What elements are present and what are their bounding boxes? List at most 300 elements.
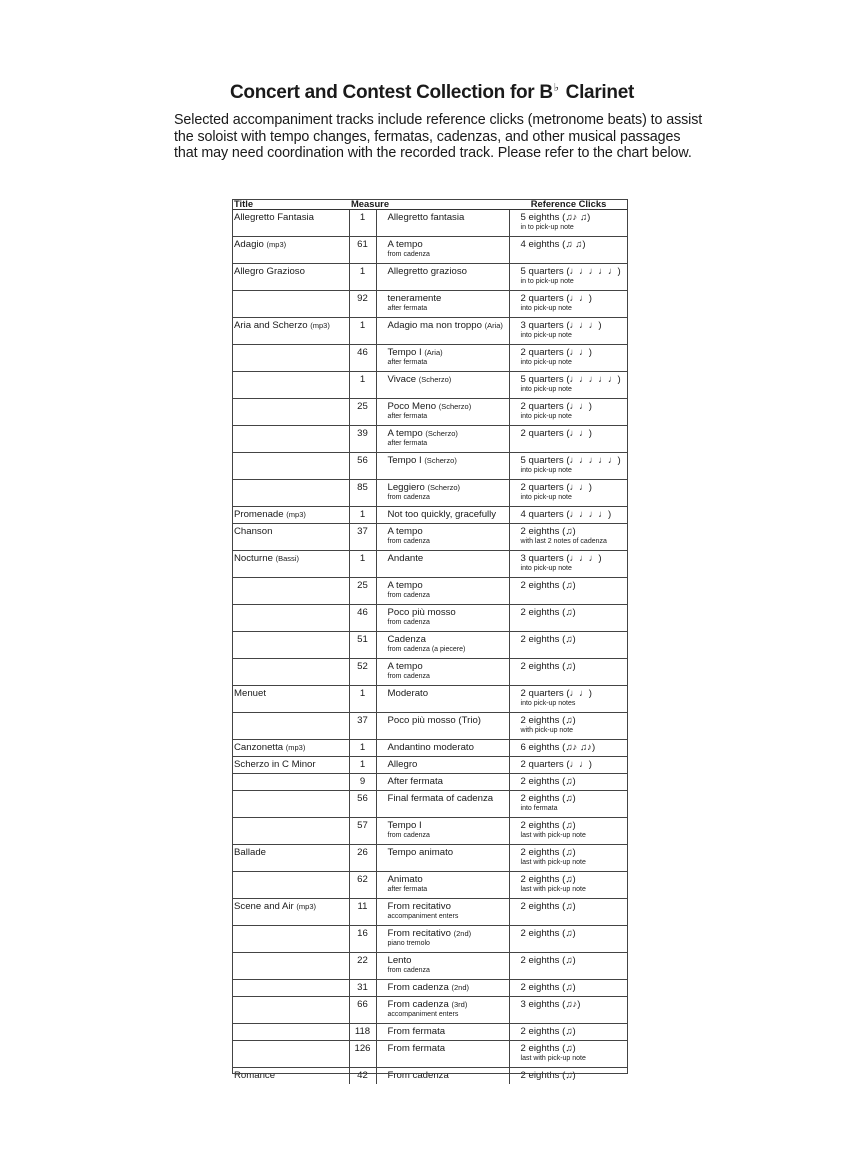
measure-number: 1 — [349, 210, 376, 237]
passage-note: (Scherzo) — [427, 483, 461, 492]
piece-title: Ballade — [234, 847, 267, 858]
table-row — [232, 551, 628, 578]
reference-clicks-note: into pick-up note — [520, 565, 572, 572]
measure-number: 66 — [349, 997, 376, 1024]
page-title — [0, 81, 864, 104]
measure-number: 92 — [349, 291, 376, 318]
table-row — [232, 237, 628, 264]
piece-title: Menuet — [234, 688, 266, 699]
piece-title-cell — [232, 318, 349, 345]
passage-cell — [376, 426, 509, 453]
measure-number: 1 — [349, 507, 376, 524]
passage-cell — [376, 997, 509, 1024]
measure-number: 126 — [349, 1041, 376, 1068]
passage-cell — [376, 524, 509, 551]
reference-clicks-note: into pick-up note — [520, 332, 572, 339]
reference-clicks-table — [232, 199, 628, 1084]
table-row — [232, 740, 628, 757]
reference-clicks: 2 eighths (♫) — [520, 715, 576, 726]
reference-clicks-note: into pick-up note — [520, 413, 572, 420]
passage-cell — [376, 264, 509, 291]
passage-marking: From cadenza — [387, 999, 449, 1010]
reference-clicks-note: into pick-up note — [520, 359, 572, 366]
piece-title-cell — [232, 953, 349, 980]
passage-context: from cadenza — [387, 494, 430, 501]
passage-marking: Moderato — [387, 688, 429, 699]
reference-clicks-cell — [509, 997, 628, 1024]
reference-clicks-cell — [509, 818, 628, 845]
passage-marking: From cadenza — [387, 1070, 449, 1081]
passage-context: from cadenza (a piecere) — [387, 646, 466, 653]
passage-cell — [376, 659, 509, 686]
reference-clicks-cell — [509, 1041, 628, 1068]
piece-title-cell — [232, 997, 349, 1024]
passage-marking: Animato — [387, 874, 423, 885]
header-reference-clicks: Reference Clicks — [509, 199, 628, 210]
reference-clicks-cell — [509, 713, 628, 740]
reference-clicks-note: with pick-up note — [520, 727, 574, 734]
reference-clicks: 2 quarters (♩♩) — [520, 293, 592, 304]
piece-title-cell — [232, 237, 349, 264]
piece-title: Chanson — [234, 526, 273, 537]
measure-number: 1 — [349, 372, 376, 399]
reference-clicks-cell — [509, 774, 628, 791]
table-row — [232, 605, 628, 632]
reference-clicks-cell — [509, 210, 628, 237]
measure-number: 25 — [349, 578, 376, 605]
passage-context: accompaniment enters — [387, 913, 459, 920]
measure-number: 1 — [349, 686, 376, 713]
reference-clicks-note: in to pick-up note — [520, 278, 574, 285]
reference-clicks-cell — [509, 791, 628, 818]
piece-title-cell — [232, 480, 349, 507]
passage-marking: Allegretto fantasia — [387, 212, 465, 223]
passage-marking: Cadenza — [387, 634, 426, 645]
passage-cell — [376, 210, 509, 237]
reference-clicks: 2 eighths (♫) — [520, 820, 576, 831]
passage-marking: Tempo I — [387, 455, 422, 466]
measure-number: 46 — [349, 605, 376, 632]
reference-clicks-cell — [509, 1024, 628, 1041]
passage-marking: teneramente — [387, 293, 442, 304]
reference-clicks: 2 eighths (♫) — [520, 1043, 576, 1054]
title-instrument: Clarinet — [560, 81, 634, 103]
reference-clicks-note: into pick-up note — [520, 494, 572, 501]
table-row — [232, 399, 628, 426]
reference-clicks-cell — [509, 926, 628, 953]
table-row — [232, 1024, 628, 1041]
passage-cell — [376, 372, 509, 399]
passage-cell — [376, 578, 509, 605]
table-row — [232, 1068, 628, 1085]
passage-marking: A tempo — [387, 428, 423, 439]
passage-marking: From cadenza — [387, 982, 449, 993]
reference-clicks: 2 eighths (♫) — [520, 776, 576, 787]
piece-title-cell — [232, 507, 349, 524]
passage-context: after fermata — [387, 440, 428, 447]
table-row — [232, 980, 628, 997]
table-row — [232, 953, 628, 980]
passage-cell — [376, 291, 509, 318]
piece-note: (mp3) — [285, 743, 306, 752]
passage-context: accompaniment enters — [387, 1011, 459, 1018]
piece-title-cell — [232, 818, 349, 845]
reference-clicks: 2 eighths (♫) — [520, 634, 576, 645]
reference-clicks: 2 quarters (♩♩) — [520, 347, 592, 358]
passage-marking: Not too quickly, gracefully — [387, 509, 497, 520]
piece-title-cell — [232, 210, 349, 237]
passage-marking: After fermata — [387, 776, 443, 787]
table-row — [232, 659, 628, 686]
measure-number: 1 — [349, 551, 376, 578]
reference-clicks-cell — [509, 980, 628, 997]
passage-marking: A tempo — [387, 580, 423, 591]
measure-number: 11 — [349, 899, 376, 926]
passage-marking: A tempo — [387, 661, 423, 672]
title-text: Concert and Contest Collection for B — [230, 81, 553, 103]
reference-clicks-note: last with pick-up note — [520, 886, 586, 893]
passage-cell — [376, 345, 509, 372]
piece-title-cell — [232, 791, 349, 818]
reference-clicks-cell — [509, 632, 628, 659]
measure-number: 1 — [349, 264, 376, 291]
reference-clicks: 2 quarters (♩♩) — [520, 759, 592, 770]
header-measure: Measure — [349, 199, 509, 210]
piece-title-cell — [232, 1024, 349, 1041]
measure-number: 1 — [349, 318, 376, 345]
reference-clicks-note: in to pick-up note — [520, 224, 574, 231]
table-row — [232, 791, 628, 818]
table-row — [232, 774, 628, 791]
piece-title: Allegro Grazioso — [234, 266, 305, 277]
passage-context: from cadenza — [387, 251, 430, 258]
passage-cell — [376, 872, 509, 899]
passage-context: from cadenza — [387, 673, 430, 680]
passage-cell — [376, 845, 509, 872]
measure-number: 16 — [349, 926, 376, 953]
piece-note: (mp3) — [310, 321, 330, 330]
measure-number: 1 — [349, 740, 376, 757]
reference-clicks: 2 quarters (♩♩) — [520, 482, 592, 493]
passage-context: from cadenza — [387, 832, 430, 839]
reference-clicks-cell — [509, 686, 628, 713]
table-row — [232, 926, 628, 953]
table-row — [232, 453, 628, 480]
passage-cell — [376, 740, 509, 757]
reference-clicks: 2 eighths (♫) — [520, 1026, 576, 1037]
table-row — [232, 1041, 628, 1068]
reference-clicks: 2 quarters (♩♩) — [520, 428, 592, 439]
reference-clicks: 2 eighths (♫) — [520, 982, 576, 993]
reference-clicks-note: last with pick-up note — [520, 1055, 586, 1062]
reference-clicks: 2 eighths (♫) — [520, 793, 576, 804]
table-row — [232, 264, 628, 291]
passage-cell — [376, 551, 509, 578]
measure-number: 56 — [349, 453, 376, 480]
table-body — [232, 210, 628, 1085]
table-row — [232, 818, 628, 845]
reference-clicks: 3 quarters (♩♩♩) — [520, 553, 602, 564]
piece-note: (mp3) — [266, 240, 287, 249]
table-row — [232, 291, 628, 318]
reference-clicks-cell — [509, 399, 628, 426]
piece-title-cell — [232, 845, 349, 872]
measure-number: 37 — [349, 713, 376, 740]
reference-clicks: 2 eighths (♫) — [520, 607, 576, 618]
reference-clicks: 2 eighths (♫) — [520, 526, 576, 537]
passage-marking: Tempo I — [387, 820, 422, 831]
passage-marking: Vivace — [387, 374, 417, 385]
piece-title-cell — [232, 578, 349, 605]
passage-marking: Allegretto grazioso — [387, 266, 467, 277]
piece-title-cell — [232, 740, 349, 757]
piece-note: (Bassi) — [275, 554, 299, 563]
passage-marking: Andantino moderato — [387, 742, 474, 753]
passage-cell — [376, 791, 509, 818]
passage-context: from cadenza — [387, 619, 430, 626]
reference-clicks-cell — [509, 659, 628, 686]
passage-marking: Final fermata of cadenza — [387, 793, 494, 804]
reference-clicks-note: into pick-up note — [520, 386, 572, 393]
measure-number: 62 — [349, 872, 376, 899]
piece-title: Adagio — [234, 239, 264, 250]
reference-clicks-cell — [509, 291, 628, 318]
reference-clicks-cell — [509, 605, 628, 632]
piece-title-cell — [232, 632, 349, 659]
table-row — [232, 480, 628, 507]
reference-clicks: 5 quarters (♩♩♩♩♩) — [520, 455, 621, 466]
table-row — [232, 899, 628, 926]
flat-symbol: ♭ — [553, 80, 559, 94]
reference-clicks: 2 eighths (♫) — [520, 847, 576, 858]
reference-clicks-note: into pick-up note — [520, 467, 572, 474]
table-row — [232, 318, 628, 345]
passage-cell — [376, 926, 509, 953]
reference-clicks: 5 quarters (♩♩♩♩♩) — [520, 374, 621, 385]
reference-clicks: 2 eighths (♫) — [520, 901, 576, 912]
piece-title-cell — [232, 524, 349, 551]
piece-title-cell — [232, 926, 349, 953]
passage-note: (2nd) — [453, 929, 472, 938]
measure-number: 39 — [349, 426, 376, 453]
passage-cell — [376, 818, 509, 845]
passage-context: after fermata — [387, 359, 428, 366]
reference-clicks-cell — [509, 345, 628, 372]
passage-cell — [376, 1068, 509, 1085]
piece-title: Scherzo in C Minor — [234, 759, 316, 770]
piece-title: Nocturne — [234, 553, 273, 564]
passage-cell — [376, 899, 509, 926]
intro-paragraph: Selected accompaniment tracks include reference clicks (metronome beats) to assist the soloist with tempo changes, fermatas, cadenzas, and other musical passages that may need coordination with the recorded track. Please refer to the chart below. — [174, 112, 703, 161]
table-row — [232, 210, 628, 237]
reference-clicks-cell — [509, 426, 628, 453]
piece-title-cell — [232, 345, 349, 372]
passage-marking: Allegro — [387, 759, 418, 770]
passage-cell — [376, 632, 509, 659]
reference-clicks: 2 quarters (♩♩) — [520, 688, 592, 699]
piece-title-cell — [232, 1041, 349, 1068]
passage-note: (Scherzo) — [425, 429, 458, 438]
table-row — [232, 997, 628, 1024]
piece-title-cell — [232, 980, 349, 997]
piece-title-cell — [232, 264, 349, 291]
reference-clicks: 4 quarters (♩♩♩♩) — [520, 509, 612, 520]
piece-title-cell — [232, 757, 349, 774]
passage-note: (Aria) — [424, 348, 443, 357]
passage-marking: Poco più mosso (Trio) — [387, 715, 481, 726]
passage-cell — [376, 774, 509, 791]
reference-clicks-note: into pick-up note — [520, 305, 572, 312]
piece-title-cell — [232, 551, 349, 578]
measure-number: 57 — [349, 818, 376, 845]
table-row — [232, 872, 628, 899]
passage-cell — [376, 757, 509, 774]
piece-title-cell — [232, 372, 349, 399]
piece-title-cell — [232, 453, 349, 480]
reference-clicks-cell — [509, 507, 628, 524]
reference-clicks-note: last with pick-up note — [520, 859, 586, 866]
reference-clicks-cell — [509, 1068, 628, 1085]
passage-cell — [376, 713, 509, 740]
passage-note: (Scherzo) — [418, 375, 452, 384]
piece-title-cell — [232, 426, 349, 453]
table-row — [232, 632, 628, 659]
passage-cell — [376, 686, 509, 713]
reference-clicks: 2 eighths (♫) — [520, 580, 576, 591]
reference-clicks: 2 eighths (♫) — [520, 928, 576, 939]
passage-context: after fermata — [387, 886, 428, 893]
header-title: Title — [232, 199, 349, 210]
table-row — [232, 757, 628, 774]
passage-context: piano tremolo — [387, 940, 430, 947]
passage-marking: Poco Meno — [387, 401, 437, 412]
reference-clicks: 3 eighths (♫♪) — [520, 999, 581, 1010]
reference-clicks: 5 quarters (♩♩♩♩♩) — [520, 266, 621, 277]
measure-number: 26 — [349, 845, 376, 872]
passage-context: from cadenza — [387, 538, 430, 545]
passage-marking: From recitativo — [387, 928, 451, 939]
reference-clicks-cell — [509, 845, 628, 872]
passage-cell — [376, 1041, 509, 1068]
reference-clicks-cell — [509, 264, 628, 291]
table-row — [232, 845, 628, 872]
passage-marking: Tempo animato — [387, 847, 454, 858]
table-row — [232, 686, 628, 713]
reference-clicks-cell — [509, 372, 628, 399]
measure-number: 56 — [349, 791, 376, 818]
piece-title: Canzonetta — [234, 742, 284, 753]
reference-clicks-cell — [509, 578, 628, 605]
piece-title: Scene and Air — [234, 901, 294, 912]
passage-cell — [376, 953, 509, 980]
passage-context: from cadenza — [387, 592, 430, 599]
piece-title-cell — [232, 291, 349, 318]
passage-marking: Lento — [387, 955, 412, 966]
reference-clicks-cell — [509, 318, 628, 345]
measure-number: 61 — [349, 237, 376, 264]
passage-marking: Adagio ma non troppo — [387, 320, 482, 331]
passage-cell — [376, 399, 509, 426]
piece-title-cell — [232, 686, 349, 713]
piece-title: Allegretto Fantasia — [234, 212, 314, 223]
measure-number: 31 — [349, 980, 376, 997]
passage-cell — [376, 507, 509, 524]
piece-title-cell — [232, 659, 349, 686]
passage-note: (2nd) — [451, 983, 470, 992]
reference-clicks: 2 eighths (♫) — [520, 955, 576, 966]
passage-marking: From fermata — [387, 1043, 446, 1054]
passage-marking: Poco più mosso — [387, 607, 456, 618]
reference-clicks-cell — [509, 480, 628, 507]
table-row — [232, 372, 628, 399]
piece-title-cell — [232, 399, 349, 426]
piece-title-cell — [232, 899, 349, 926]
reference-clicks-cell — [509, 740, 628, 757]
passage-note: (Scherzo) — [438, 402, 472, 411]
measure-number: 42 — [349, 1068, 376, 1085]
reference-clicks-cell — [509, 524, 628, 551]
piece-note: (mp3) — [286, 510, 306, 519]
passage-marking: Tempo I — [387, 347, 422, 358]
measure-number: 22 — [349, 953, 376, 980]
piece-title-cell — [232, 605, 349, 632]
piece-title: Aria and Scherzo — [234, 320, 308, 331]
piece-title-cell — [232, 774, 349, 791]
passage-context: from cadenza — [387, 967, 430, 974]
measure-number: 52 — [349, 659, 376, 686]
reference-clicks-note: last with pick-up note — [520, 832, 586, 839]
table-header-row — [232, 199, 628, 210]
reference-clicks: 2 eighths (♫) — [520, 661, 576, 672]
reference-clicks: 6 eighths (♫♪ ♫♪) — [520, 742, 596, 753]
measure-number: 9 — [349, 774, 376, 791]
passage-context: after fermata — [387, 305, 428, 312]
passage-marking: From fermata — [387, 1026, 446, 1037]
passage-cell — [376, 237, 509, 264]
passage-marking: Andante — [387, 553, 424, 564]
passage-note: (3rd) — [451, 1000, 468, 1009]
reference-clicks-cell — [509, 872, 628, 899]
piece-title-cell — [232, 872, 349, 899]
passage-marking: A tempo — [387, 239, 423, 250]
passage-cell — [376, 1024, 509, 1041]
piece-note: (mp3) — [296, 902, 317, 911]
table-row — [232, 426, 628, 453]
passage-cell — [376, 980, 509, 997]
reference-clicks: 2 eighths (♫) — [520, 1070, 576, 1081]
passage-cell — [376, 453, 509, 480]
passage-context: after fermata — [387, 413, 428, 420]
passage-marking: From recitativo — [387, 901, 451, 912]
reference-clicks-cell — [509, 551, 628, 578]
passage-cell — [376, 318, 509, 345]
piece-title-cell — [232, 713, 349, 740]
table-row — [232, 345, 628, 372]
piece-title: Romance — [234, 1070, 276, 1081]
reference-clicks: 3 quarters (♩♩♩) — [520, 320, 602, 331]
reference-clicks: 5 eighths (♫♪ ♫) — [520, 212, 591, 223]
reference-clicks: 2 eighths (♫) — [520, 874, 576, 885]
reference-clicks-cell — [509, 453, 628, 480]
passage-note: (Scherzo) — [424, 456, 457, 465]
reference-clicks-cell — [509, 237, 628, 264]
measure-number: 118 — [349, 1024, 376, 1041]
measure-number: 37 — [349, 524, 376, 551]
measure-number: 85 — [349, 480, 376, 507]
reference-clicks-note: with last 2 notes of cadenza — [520, 538, 607, 545]
measure-number: 46 — [349, 345, 376, 372]
passage-marking: Leggiero — [387, 482, 425, 493]
